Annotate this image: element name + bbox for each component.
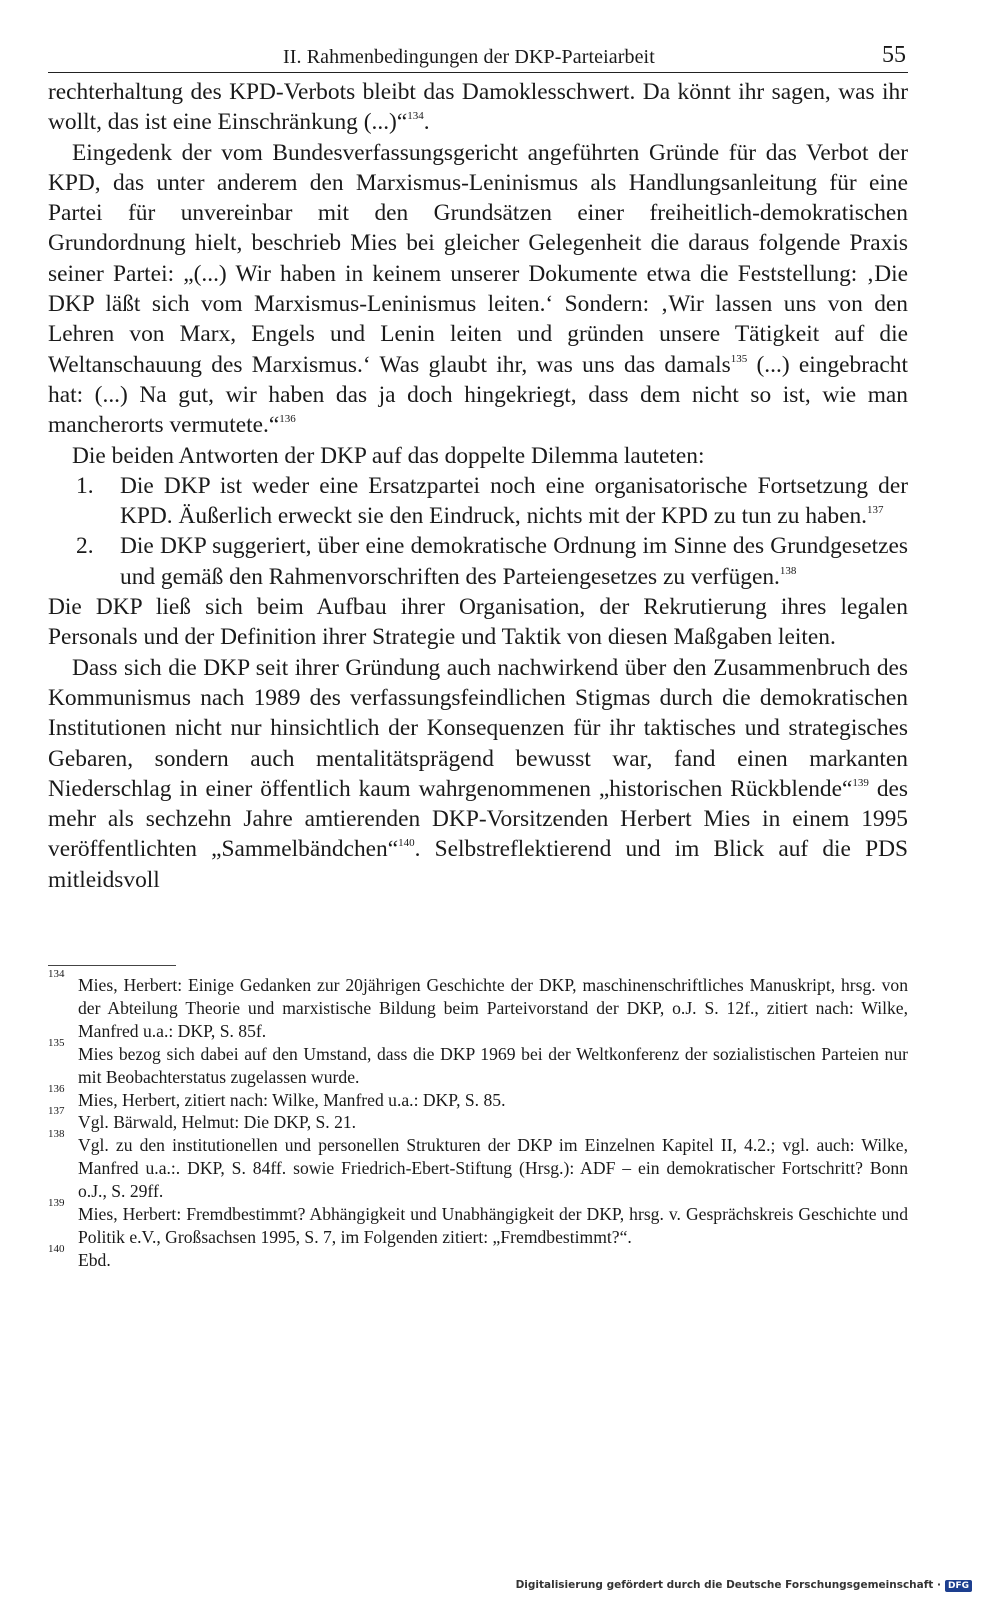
digitization-credit (516, 1579, 972, 1592)
footnote-135: 135 Mies bezog sich dabei auf den Umstand, dass die DKP 1969 bei der Weltkonferenz der sozialistischen Parteien nur mit Beobachterstatus zugelassen wurde. (48, 1036, 908, 1087)
footnote-ref-136[interactable]: 136 (279, 413, 296, 426)
footnote-139: 139 Mies, Herbert: Fremdbestimmt? Abhängigkeit und Unabhängigkeit der DKP, hrsg. v. Gesprächskreis Geschichte und Politik e.V., Großsachsen 1995, S. 7, im Folgenden zitiert: „Fremdbestimmt?“. (48, 1197, 908, 1247)
list-item: 1. Die DKP ist weder eine Ersatzpartei noch eine organisatorische Fortsetzung der KPD. Äußerlich erweckt sie den Eindruck, nichts mit der KPD zu tun zu haben.$^{137}$ (76, 472, 908, 530)
footnote-138: 138 Vgl. zu den institutionellen und personellen Strukturen der DKP im Einzelnen Kapitel II, 4.2.; vgl. auch: Wilke, Manfred u.a.:. DKP, S. 84ff. sowie Friedrich-Ebert-Stiftung (Hrsg.): ADF – ein demokratischer Fortschritt? Bonn o.J., S. 29ff. (48, 1128, 908, 1202)
book-page (48, 38, 908, 1272)
footnote-ref-138[interactable]: 138 (779, 564, 797, 577)
paragraph-4: Die DKP ließ sich beim Aufbau ihrer Organisation, der Rekrutierung ihres legalen Personals und der Definition ihrer Strategie und Taktik von diesen Maßgaben leiten. (48, 594, 908, 651)
footnote-136: 136 Mies, Herbert, zitiert nach: Wilke, Manfred u.a.: DKP, S. 85. (48, 1082, 506, 1110)
footnotes (48, 968, 908, 1272)
page-number: 55 (882, 42, 906, 68)
credit-text: Digitalisierung gefördert durch die Deutsche Forschungsgemeinschaft · (515, 1579, 941, 1591)
list-item: 2. Die DKP suggeriert, über eine demokratische Ordnung im Sinne des Grundgesetzes und gemäß den Rahmenvorschriften des Parteiengesetzes zu verfügen.$^{138}$ (76, 533, 908, 590)
paragraph-3: Die beiden Antworten der DKP auf das doppelte Dilemma lauteten: (72, 442, 705, 469)
paragraph-2: Eingedenk der vom Bundesverfassungsgericht angeführten Gründe für das Verbot der KPD, das unter anderem den Marxismus-Leninismus als Handlungsanleitung für eine Partei für unvereinbar mit den Grundsätzen einer freiheitlich-demokratischen Grundordnung hielt, beschrieb Mies bei gleicher Gelegenheit die daraus folgende Praxis seiner Partei: „(...) Wir haben in keinem unserer Dokumente etwa die Feststellung: ‚Die DKP läßt sich vom Marxismus-Leninismus leiten.‘ Sondern: ‚Wir lassen uns von den Lehren von Marx, Engels und Lenin leiten und gründen unsere Tätigkeit auf die Weltanschauung des Marxismus.‘ Was glaubt ihr, was uns das damals$^{135}$ (...) eingebracht hat: (...) Na gut, wir haben das ja doch hingekriegt, dass dem nicht so ist, wie man mancherorts vermutete.“$^{136}$ (48, 139, 908, 439)
list-number: 1. (76, 472, 94, 499)
footnote-ref-137[interactable]: 137 (867, 504, 884, 517)
footnote-ref-139[interactable]: 139 (852, 776, 869, 789)
paragraph-5: Dass sich die DKP seit ihrer Gründung auch nachwirkend über den Zusammenbruch des Kommunismus nach 1989 des verfassungsfeindlichen Stigmas durch die demokratischen Institutionen nicht nur hinsichtlich der Konsequenzen für ihr taktisches und strategisches Gebaren, sondern auch mentalitätsprägend bewusst war, fand einen markanten Niederschlag in einer öffentlich kaum wahrgenommenen „historischen Rückblende“$^{139}$ des mehr als sechzehn Jahre amtierenden DKP-Vorsitzenden Herbert Mies in einem 1995 veröffentlichten „Sammelbändchen“$^{140}$. Selbstreflektierend und im Blick auf die PDS mitleidsvoll (48, 654, 908, 893)
footnote-137: 137 Vgl. Bärwald, Helmut: Die DKP, S. 21. (48, 1105, 357, 1133)
page-header (48, 38, 908, 73)
paragraph-1: rechterhaltung des KPD-Verbots bleibt das Damoklesschwert. Da könnt ihr sagen, was ihr wollt, das ist eine Einschränkung (...)“$^{134}$. (48, 79, 908, 136)
footnote-divider (48, 965, 176, 966)
footnote-140: 140 Ebd. (48, 1242, 111, 1270)
dilemma-list (48, 471, 908, 592)
dfg-logo: DFG (945, 1580, 972, 1592)
main-text (48, 77, 908, 895)
footnote-ref-135[interactable]: 135 (730, 352, 748, 365)
footnote-134: 134 Mies, Herbert: Einige Gedanken zur 20jährigen Geschichte der DKP, maschinenschriftliches Manuskript, hrsg. von der Abteilung Theorie und marxistische Bildung beim Parteivorstand der DKP, o.J. S. 12f., zitiert nach: Wilke, Manfred u.a.: DKP, S. 85f. (48, 968, 908, 1041)
footnote-ref-134[interactable]: 134 (407, 110, 424, 123)
running-head: II. Rahmenbedingungen der DKP-Parteiarbeit (283, 46, 655, 68)
list-number: 2. (76, 533, 94, 560)
footnote-ref-140[interactable]: 140 (398, 837, 415, 850)
